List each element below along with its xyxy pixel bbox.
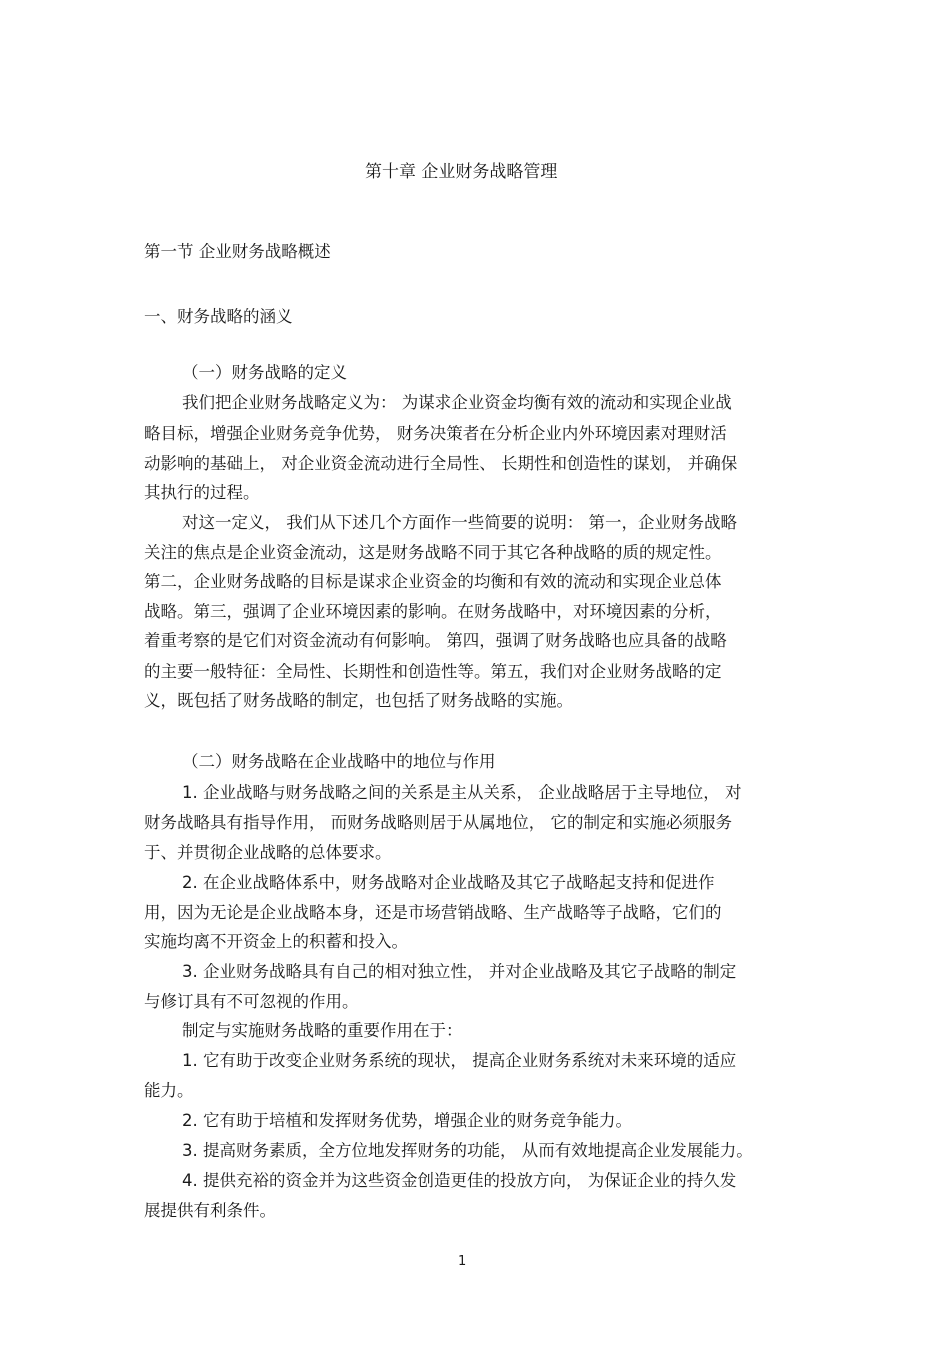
paragraph-line: 于、并贯彻企业战略的总体要求。	[144, 843, 392, 862]
paragraph-line: 用，因为无论是企业战略本身，还是市场营销战略、生产战略等子战略，它们的	[144, 903, 722, 922]
paragraph-line: 义，既包括了财务战略的制定，也包括了财务战略的实施。	[144, 691, 573, 710]
paragraph-line: 着重考察的是它们对资金流动有何影响。 第四，强调了财务战略也应具备的战略	[144, 631, 727, 650]
paragraph-line: 关注的焦点是企业资金流动，这是财务战略不同于其它各种战略的质的规定性。	[144, 543, 722, 562]
paragraph-line: 3. 提高财务素质，全方位地发挥财务的功能， 从而有效地提高企业发展能力。	[182, 1141, 753, 1160]
paragraph-line: 实施均离不开资金上的积蓄和投入。	[144, 932, 408, 951]
paragraph-line: 第二，企业财务战略的目标是谋求企业资金的均衡和有效的流动和实现企业总体	[144, 572, 722, 591]
page-number: 1	[458, 1254, 467, 1269]
paragraph-line: 对这一定义， 我们从下述几个方面作一些简要的说明： 第一，企业财务战略	[182, 513, 737, 532]
paragraph-line: 2. 在企业战略体系中，财务战略对企业战略及其它子战略起支持和促进作	[182, 873, 715, 892]
chapter-title: 第十章 企业财务战略管理	[365, 162, 558, 182]
paragraph-line: 我们把企业财务战略定义为： 为谋求企业资金均衡有效的流动和实现企业战	[182, 393, 732, 412]
paragraph-line: 战略。第三，强调了企业环境因素的影响。在财务战略中，对环境因素的分析，	[144, 602, 722, 621]
paragraph-line: 4. 提供充裕的资金并为这些资金创造更佳的投放方向， 为保证企业的持久发	[182, 1171, 737, 1190]
paragraph-line: 1. 它有助于改变企业财务系统的现状， 提高企业财务系统对未来环境的适应	[182, 1051, 737, 1070]
section-title: 第一节 企业财务战略概述	[144, 242, 331, 261]
paragraph-line: 的主要一般特征：全局性、长期性和创造性等。第五，我们对企业财务战略的定	[144, 662, 722, 681]
paragraph-line: 展提供有利条件。	[144, 1201, 276, 1220]
heading-meaning: 一、财务战略的涵义	[144, 307, 293, 326]
paragraph-line: 动影响的基础上， 对企业资金流动进行全局性、 长期性和创造性的谋划， 并确保	[144, 454, 738, 473]
subheading-position-role: （二）财务战略在企业战略中的地位与作用	[182, 752, 496, 771]
paragraph-line: 其执行的过程。	[144, 483, 260, 502]
paragraph-line: 1. 企业战略与财务战略之间的关系是主从关系， 企业战略居于主导地位， 对	[182, 783, 742, 802]
paragraph-line: 3. 企业财务战略具有自己的相对独立性， 并对企业战略及其它子战略的制定	[182, 962, 737, 981]
paragraph-line: 制定与实施财务战略的重要作用在于：	[182, 1021, 463, 1040]
paragraph-line: 与修订具有不可忽视的作用。	[144, 992, 359, 1011]
subheading-definition: （一）财务战略的定义	[182, 363, 347, 382]
paragraph-line: 能力。	[144, 1081, 194, 1100]
paragraph-line: 略目标，增强企业财务竞争优势， 财务决策者在分析企业内外环境因素对理财活	[144, 424, 727, 443]
paragraph-line: 财务战略具有指导作用， 而财务战略则居于从属地位， 它的制定和实施必须服务	[144, 813, 732, 832]
paragraph-line: 2. 它有助于培植和发挥财务优势，增强企业的财务竞争能力。	[182, 1111, 632, 1130]
